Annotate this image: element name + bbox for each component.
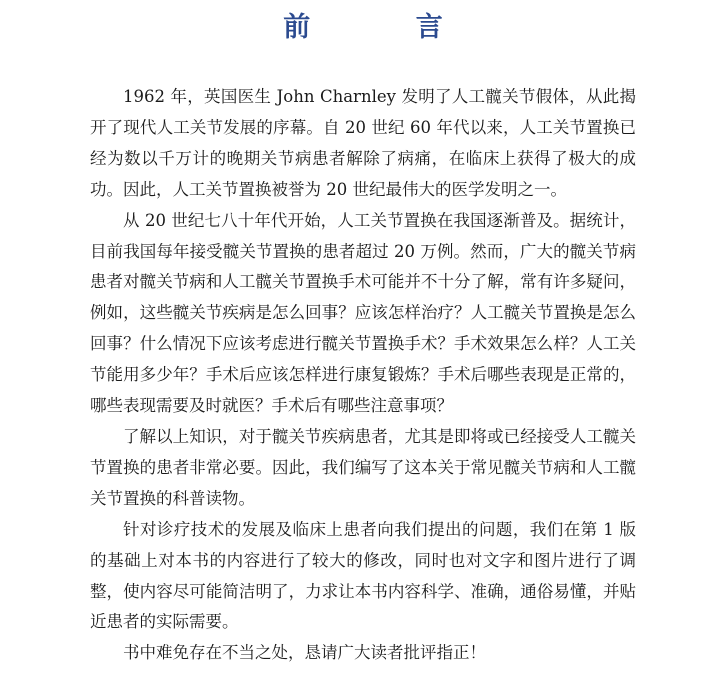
paragraph-3: 了解以上知识，对于髋关节疾病患者，尤其是即将或已经接受人工髋关节置换的患者非常必要。因此，我们编写了这本关于常见髋关节病和人工髋关节置换的科普读物。 <box>90 426 636 508</box>
page-title: 前 言 <box>283 12 491 43</box>
paragraph-1: 1962 年，英国医生 John Charnley 发明了人工髋关节假体，从此揭开了现代人工关节发展的序幕。自 20 世纪 60 年代以来，人工关节置换已经为数以千万计的晚期关节病患者解除了病痛，在临床上获得了极大的成功。因此，人工关节置换被誉为 20 世纪最伟大的医学发明之一。 <box>90 87 636 199</box>
paragraph-5: 书中难免存在不当之处，恳请广大读者批评指正！ <box>123 643 486 663</box>
paragraph-4: 针对诊疗技术的发展及临床上患者向我们提出的问题，我们在第 1 版的基础上对本书的内容进行了较大的修改，同时也对文字和图片进行了调整，使内容尽可能简洁明了，力求让本书内容科学、准确，通俗易懂，并贴近患者的实际需要。 <box>90 519 636 632</box>
paragraph-2: 从 20 世纪七八十年代开始，人工关节置换在我国逐渐普及。据统计，目前我国每年接受髋关节置换的患者超过 20 万例。然而，广大的髋关节病患者对髋关节病和人工髋关节置换手术可能并不十分了解，常有许多疑问，例如，这些髋关节疾病是怎么回事？应该怎样治疗？人工髋关节置换是怎么回事？什么情况下应该考虑进行髋关节置换手术？手术效果怎么样？人工关节能用多少年？手术后应该怎样进行康复锻炼？手术后哪些表现是正常的，哪些表现需要及时就医？手术后有哪些注意事项？ <box>90 210 636 416</box>
